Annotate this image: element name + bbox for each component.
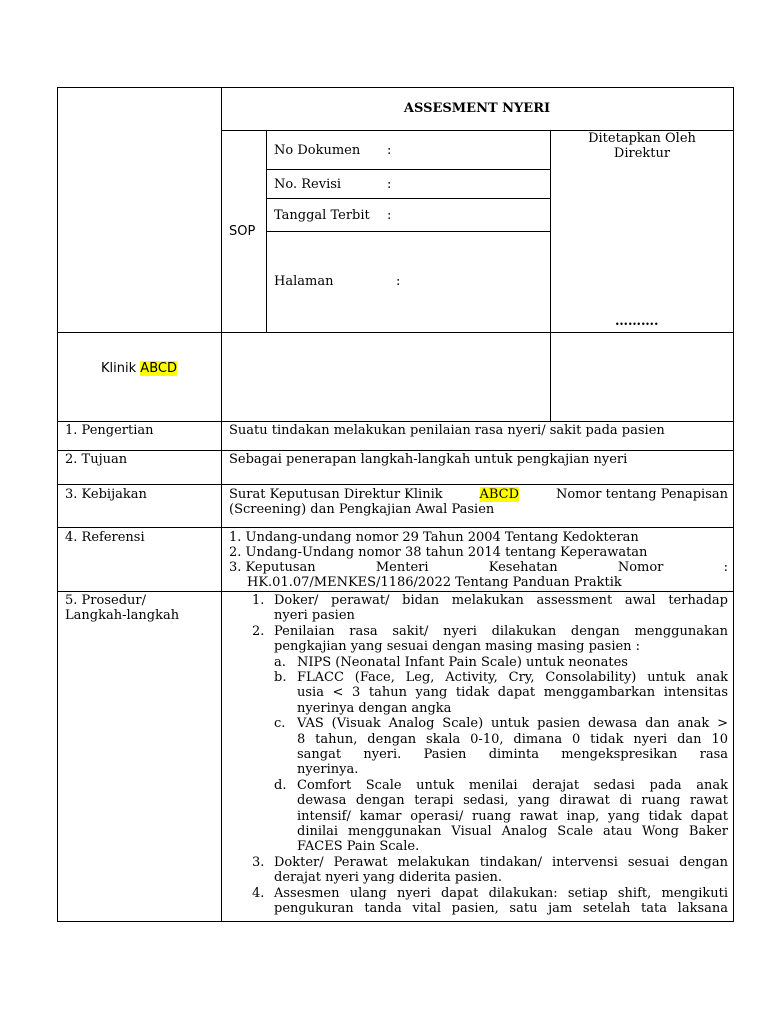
ref3-word-1: 3. Keputusan	[229, 560, 316, 575]
referensi-item-2: 2. Undang-Undang nomor 38 tahun 2014 tentang Keperawatan	[229, 545, 648, 560]
step-text-line: pengkajian yang sesuai dengan masing masing pasien :	[274, 639, 641, 655]
border-kebijakan-bottom	[57, 527, 734, 528]
referensi-item-1: 1. Undang-undang nomor 29 Tahun 2004 Tentang Kedokteran	[229, 530, 639, 545]
step-text-line: Penilaian rasa sakit/ nyeri dilakukan dengan menggunakan	[274, 623, 728, 639]
step-number: 4.	[252, 885, 265, 901]
substep-text-line: nyerinya.	[297, 762, 359, 778]
doc-no-label: No Dokumen	[274, 143, 361, 158]
tujuan-text: Sebagai penerapan langkah-langkah untuk pengkajian nyeri	[229, 452, 628, 467]
substep-letter: a.	[274, 654, 286, 670]
step-text-line: nyeri pasien	[274, 608, 355, 624]
sop-label: SOP	[229, 224, 256, 239]
kebijakan-line1-pre: Surat Keputusan Direktur Klinik	[229, 487, 443, 502]
border-bottom	[57, 921, 734, 922]
border-approval-col	[550, 130, 551, 422]
substep-text-line: FACES Pain Scale.	[297, 839, 420, 855]
border-tanggal-bottom	[266, 231, 551, 232]
border-pengertian-bottom	[57, 450, 734, 451]
ref3-word-3: Kesehatan	[488, 560, 558, 575]
page-colon: :	[396, 274, 401, 289]
clinic-name	[57, 361, 221, 376]
page-label: Halaman	[274, 274, 334, 289]
doc-no-colon: :	[387, 143, 392, 158]
pengertian-label: 1. Pengertian	[65, 423, 154, 438]
substep-text-line: VAS (Visuak Analog Scale) untuk pasien dewasa dan anak >	[297, 716, 728, 732]
substep-text-line: 8 tahun, dengan skala 0-10, dimana 0 tidak nyeri dan 10	[297, 731, 728, 747]
prosedur-label-line1: 5. Prosedur/	[65, 593, 146, 608]
border-docno-bottom	[266, 169, 551, 170]
border-revisi-bottom	[266, 198, 551, 199]
substep-text-line: dinilai menggunakan Visual Analog Scale atau Wong Baker	[297, 824, 728, 839]
step-number: 1.	[252, 593, 265, 608]
kebijakan-clinic-highlight: ABCD	[479, 487, 520, 502]
document-title: ASSESMENT NYERI	[403, 101, 551, 116]
substep-text-line: NIPS (Neonatal Infant Pain Scale) untuk neonates	[297, 654, 628, 670]
border-right	[733, 87, 734, 922]
ref3-word-4: Nomor	[617, 560, 664, 575]
revision-colon: :	[387, 177, 392, 192]
border-sop-col	[266, 130, 267, 333]
ref3-word-2: Menteri	[375, 560, 429, 575]
kebijakan-line1-post: Nomor tentang Penapisan	[555, 487, 728, 502]
clinic-name-highlight: ABCD	[140, 361, 177, 376]
step-text-line: Dokter/ Perawat melakukan tindakan/ intervensi sesuai dengan	[274, 854, 728, 870]
clinic-prefix: Klinik	[101, 361, 137, 376]
issue-date-label: Tanggal Terbit	[274, 208, 370, 223]
tujuan-label: 2. Tujuan	[65, 452, 128, 467]
prosedur-label-line2: Langkah-langkah	[65, 608, 180, 623]
kebijakan-line2: (Screening) dan Pengkajian Awal Pasien	[229, 502, 495, 517]
border-header-bottom	[57, 332, 734, 333]
substep-letter: d.	[274, 777, 287, 793]
substep-text-line: intensif/ kamar operasi/ ruang rawat inap, yang tidak dapat	[297, 808, 728, 824]
substep-text-line: nyerinya dengan angka	[297, 700, 452, 716]
pengertian-text: Suatu tindakan melakukan penilaian rasa nyeri/ sakit pada pasien	[229, 423, 665, 438]
approval-line2: Direktur	[613, 146, 671, 161]
substep-text-line: dewasa dengan terapi sedasi, yang dirawat di ruang rawat	[297, 793, 728, 809]
substep-text-line: FLACC (Face, Leg, Activity, Cry, Consolability) untuk anak	[297, 670, 728, 685]
step-number: 3.	[252, 854, 265, 870]
border-label-col	[221, 87, 222, 922]
step-text-line: pengukuran tanda vital pasien, satu jam setelah tata laksana	[274, 901, 728, 916]
border-tujuan-bottom	[57, 484, 734, 485]
step-number: 2.	[252, 623, 265, 639]
substep-letter: c.	[274, 716, 286, 732]
border-top	[57, 87, 734, 88]
referensi-item-3-line2: HK.01.07/MENKES/1186/2022 Tentang Panduan Praktik	[247, 575, 622, 590]
substep-letter: b.	[274, 670, 287, 685]
step-text-line: derajat nyeri yang diderita pasien.	[274, 870, 503, 886]
border-left	[57, 87, 58, 922]
signature-placeholder: ……….	[615, 314, 659, 329]
referensi-item-3-line1	[229, 560, 728, 575]
step-text-line: Assesmen ulang nyeri dapat dilakukan: setiap shift, mengikuti	[274, 885, 728, 901]
referensi-label: 4. Referensi	[65, 530, 145, 545]
kebijakan-label: 3. Kebijakan	[65, 487, 147, 502]
substep-text-line: usia < 3 tahun yang tidak dapat menggambarkan intensitas	[297, 685, 728, 701]
kebijakan-line1	[229, 487, 728, 502]
revision-label: No. Revisi	[274, 177, 342, 192]
border-clinic-bottom	[57, 421, 734, 422]
issue-date-colon: :	[387, 208, 392, 223]
ref3-word-5: :	[723, 560, 728, 575]
substep-text-line: sangat nyeri. Pasien diminta mengekspresikan rasa	[297, 747, 728, 762]
approval-line1: Ditetapkan Oleh	[588, 131, 696, 146]
border-referensi-bottom	[57, 591, 734, 592]
substep-text-line: Comfort Scale untuk menilai derajat sedasi pada anak	[297, 777, 728, 793]
step-text-line: Doker/ perawat/ bidan melakukan assessment awal terhadap	[274, 593, 728, 608]
